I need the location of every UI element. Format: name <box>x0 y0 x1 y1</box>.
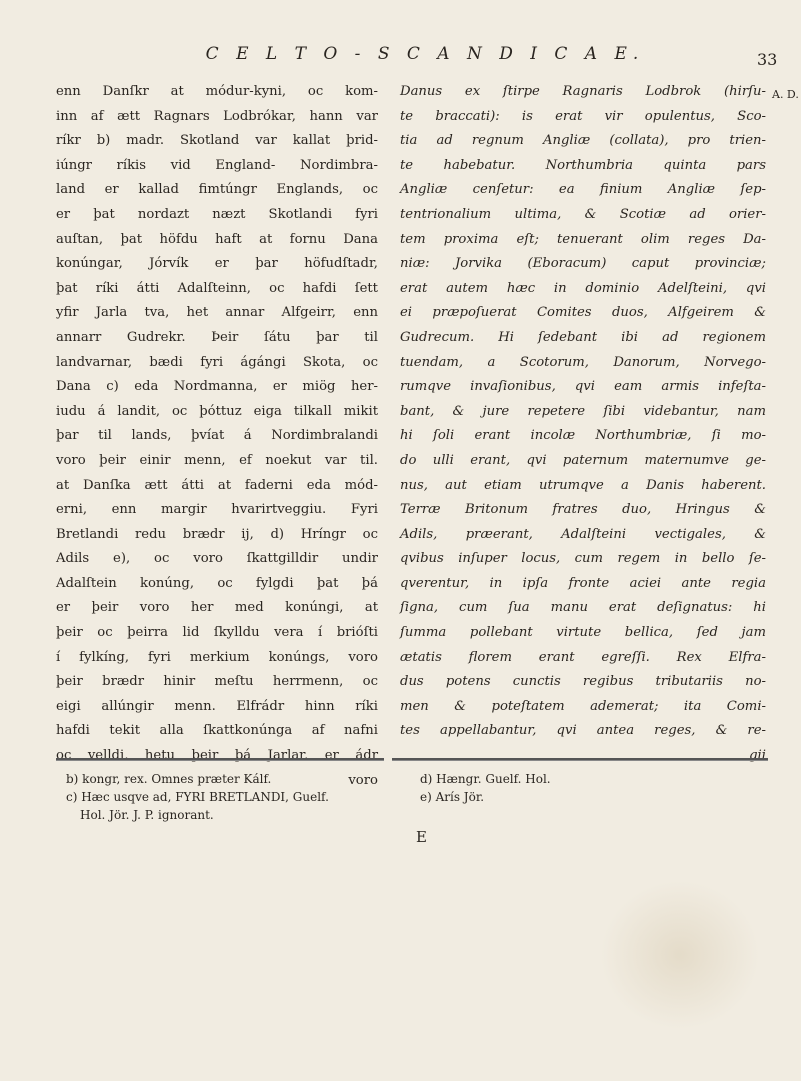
text-line: annarr Gudrekr. Þeir ſátu þar til <box>56 329 378 345</box>
text-line: enn Danſkr at módur-kyni, oc kom- <box>56 84 378 99</box>
text-line: te habebatur. Northumbria quinta pars <box>400 157 766 173</box>
paper-stain <box>600 880 760 1030</box>
page-number: 33 <box>757 50 778 69</box>
text-line: yfir Jarla tva, het annar Alfgeirr, enn <box>56 305 378 321</box>
text-line: hi ſoli erant incolæ Northumbriæ, ſi mo- <box>400 428 766 444</box>
text-line: ei præpoſuerat Comites duos, Alfgeirem & <box>400 305 766 321</box>
text-line: þar til lands, þvíat á Nordimbralandi <box>56 428 378 444</box>
text-line: eigi allúngir menn. Elfrádr hinn ríki <box>56 698 378 714</box>
text-line: Dana c) eda Nordmanna, er miög her- <box>56 379 378 395</box>
text-line: oc velldi, hetu þeir þá Jarlar, er ádr <box>56 748 378 764</box>
text-line: erni, enn margir hvarirtveggiu. Fyri <box>56 502 378 518</box>
text-line: voro <box>348 772 378 788</box>
text-line: í fylkíng, fyri merkium konúngs, voro <box>56 649 378 665</box>
text-line: at Danſka ætt átti at faderni eda mód- <box>56 477 378 493</box>
text-line: erat autem hæc in dominio Adelſteini, qvi <box>400 280 766 296</box>
text-line: land er kallad fimtúngr Englands, oc <box>56 182 378 198</box>
text-line: gii <box>749 748 766 764</box>
text-line: do ulli erant, qvi paternum maternumve ge- <box>400 452 766 468</box>
footnote-line: b) kongr, rex. Omnes præter Kálf. <box>66 772 272 786</box>
text-line: þeir oc þeirra lid ſkylldu vera í brióſti <box>56 625 378 641</box>
text-line: dus potens cunctis regibus tributariis no- <box>400 674 766 690</box>
footnote-line: c) Hæc usqve ad, FYRI BRETLANDI, Guelf. <box>66 790 329 804</box>
text-line: þat ríki átti Adalſteinn, oc hafdi ſett <box>56 280 378 296</box>
text-line: ſigna, cum ſua manu erat deſignatus: hi <box>400 600 766 616</box>
text-line: tia ad regnum Angliæ (collata), pro trien- <box>400 133 766 149</box>
text-line: iúngr ríkis vid England- Nordimbra- <box>56 157 378 173</box>
text-line: bant, & jure repetere ſibi videbantur, nam <box>400 403 766 419</box>
footnote-divider <box>56 758 768 761</box>
footnote-divider-gap <box>384 756 392 764</box>
text-line: ríkr b) madr. Skotland var kallat þrid- <box>56 133 378 149</box>
text-line: tem proxima eſt; tenuerant olim reges Da- <box>400 231 766 247</box>
text-line: tentrionalium ultima, & Scotiæ ad orier- <box>400 206 766 222</box>
text-line: auſtan, þat höfdu haft at fornu Dana <box>56 231 378 247</box>
text-line: er þat nordazt næzt Skotlandi fyri <box>56 206 378 222</box>
text-line: tuendam, a Scotorum, Danorum, Norvego- <box>400 354 766 370</box>
text-line: ſumma pollebant virtute bellica, ſed jam <box>400 625 766 641</box>
footnote-line: e) Arís Jör. <box>420 790 485 804</box>
text-line: tes appellabantur, qvi antea reges, & re- <box>400 723 766 739</box>
text-line: iudu á landit, oc þóttuz eiga tilkall mikit <box>56 403 378 419</box>
running-header: C E L T O - S C A N D I C A E. <box>205 44 645 64</box>
text-line: ætatis florem erant egreſſi. Rex Elfra- <box>400 649 766 665</box>
text-line: Terræ Britonum fratres duo, Hringus & <box>400 502 766 518</box>
text-line: te braccati): is erat vir opulentus, Sco- <box>400 108 766 124</box>
text-line: niæ: Jorvika (Eboracum) caput provinciæ; <box>400 256 766 272</box>
margin-note-ad: A. D. <box>772 88 799 101</box>
text-line: konúngar, Jórvík er þar höfudſtadr, <box>56 256 378 272</box>
signature-mark: E <box>416 828 427 846</box>
latin-translation-column <box>400 80 766 764</box>
text-line: rumqve invaſionibus, qvi eam armis infeſta- <box>400 379 766 395</box>
text-line: Angliæ cenſetur: ea finium Angliæ ſep- <box>400 182 766 198</box>
text-line: Adils, præerant, Adalſteini vectigales, & <box>400 526 766 542</box>
text-line: Adalſtein konúng, oc fylgdi þat þá <box>56 575 378 591</box>
text-line: Danus ex ſtirpe Ragnaris Lodbrok (hirſu- <box>400 84 766 99</box>
text-line: qverentur, in ipſa fronte aciei ante regia <box>400 575 766 591</box>
text-line: inn af ætt Ragnars Lodbrókar, hann var <box>56 108 378 124</box>
text-line: Gudrecum. Hi ſedebant ibi ad regionem <box>400 329 766 345</box>
text-line: qvibus inſuper locus, cum regem in bello ſe- <box>400 551 766 567</box>
text-line: er þeir voro her med konúngi, at <box>56 600 378 616</box>
footnote-line: d) Hængr. Guelf. Hol. <box>420 772 551 786</box>
text-line: Bretlandi redu brædr ij, d) Hríngr oc <box>56 526 378 542</box>
text-line: landvarnar, bædi fyri ágángi Skota, oc <box>56 354 378 370</box>
text-line: nus, aut etiam utrumqve a Danis haberent. <box>400 477 766 493</box>
text-line: hafdi tekit alla ſkattkonúnga af nafni <box>56 723 378 739</box>
footnotes-right <box>420 770 740 806</box>
footnote-line: Hol. Jör. J. P. ignorant. <box>80 808 214 822</box>
footnotes-left <box>66 770 386 824</box>
text-line: Adils e), oc voro ſkattgilldir undir <box>56 551 378 567</box>
text-line: voro þeir einir menn, ef noekut var til. <box>56 452 378 468</box>
text-line: þeir brædr hinir meſtu herrmenn, oc <box>56 674 378 690</box>
text-line: men & poteſtatem ademerat; ita Comi- <box>400 698 766 714</box>
